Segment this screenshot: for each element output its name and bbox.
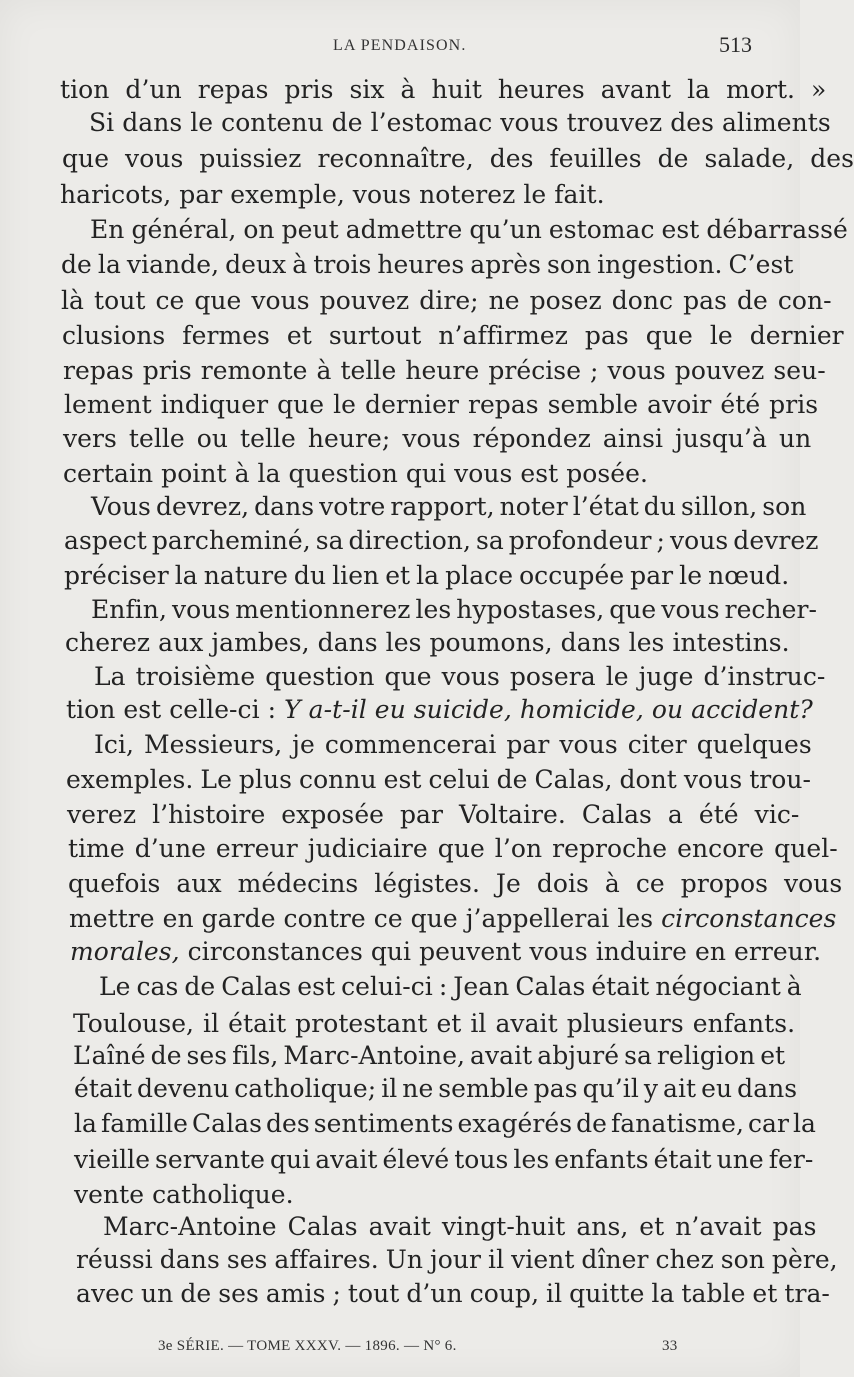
page-footer	[0, 1338, 800, 1362]
text-line-36: avec un de ses amis ; tout d’un coup, il quitte la table et tra-	[76, 1279, 830, 1308]
text-line-21: exemples. Le plus connu est celui de Calas, dont vous trou-	[66, 765, 812, 794]
text-line-15: préciser la nature du lien et la place occupée par le nœud.	[64, 561, 790, 590]
text-line-27: Le cas de Calas est celui-ci : Jean Calas était négociant à	[99, 972, 802, 1001]
text-line-1: tion d’un repas pris six à huit heures avant la mort. »	[60, 75, 827, 104]
text-line-29: L’aîné de ses fils, Marc-Antoine, avait abjuré sa religion et	[73, 1041, 786, 1070]
text-line-16: Enfin, vous mentionnerez les hypostases, que vous recher-	[91, 595, 817, 624]
text-line-35: réussi dans ses affaires. Un jour il vient dîner chez son père,	[76, 1245, 838, 1274]
text-line-25-roman: mettre en garde contre ce que j’appellerai les	[69, 904, 662, 933]
text-line-24: quefois aux médecins légistes. Je dois à ce propos vous	[68, 869, 843, 898]
text-line-17: cherez aux jambes, dans les poumons, dans les intestins.	[65, 628, 790, 657]
footer-signature: 33	[662, 1338, 678, 1354]
text-line-32: vieille servante qui avait élevé tous les enfants était une fer-	[74, 1145, 814, 1174]
text-line-9: repas pris remonte à telle heure précise ; vous pouvez seu-	[63, 356, 826, 385]
footer-series-info: 3e SÉRIE. — TOME XXXV. — 1896. — N° 6.	[158, 1338, 457, 1354]
text-line-25-italic: circonstances	[661, 904, 837, 933]
text-line-13: Vous devrez, dans votre rapport, noter l’état du sillon, son	[91, 492, 807, 521]
text-line-14: aspect parcheminé, sa direction, sa profondeur ; vous devrez	[64, 526, 819, 555]
page-header	[0, 32, 800, 64]
running-header-title: LA PENDAISON.	[333, 37, 467, 54]
text-line-7: là tout ce que vous pouvez dire; ne posez donc pas de con-	[61, 286, 832, 315]
text-line-26-roman: circonstances qui peuvent vous induire en erreur.	[179, 937, 822, 966]
text-line-25	[69, 903, 836, 935]
text-line-26	[70, 936, 821, 968]
text-line-30: était devenu catholique; il ne semble pas qu’il y ait eu dans	[74, 1074, 798, 1103]
text-line-12: certain point à la question qui vous est posée.	[63, 459, 648, 488]
text-line-18: La troisième question que vous posera le juge d’instruc-	[94, 662, 826, 691]
text-line-5: En général, on peut admettre qu’un estomac est débarrassé	[90, 215, 848, 244]
text-line-33: vente catholique.	[74, 1180, 294, 1209]
text-line-19-italic: Y a-t-il eu suicide, homicide, ou accident?	[284, 695, 813, 724]
page-number: 513	[719, 32, 752, 57]
text-line-34: Marc-Antoine Calas avait vingt-huit ans, et n’avait pas	[103, 1212, 817, 1241]
text-line-23: time d’une erreur judiciaire que l’on reproche encore quel-	[68, 834, 838, 863]
text-line-11: vers telle ou telle heure; vous répondez ainsi jusqu’à un	[63, 424, 812, 453]
text-line-19	[66, 694, 813, 726]
text-line-6: de la viande, deux à trois heures après son ingestion. C’est	[61, 250, 794, 279]
text-line-28: Toulouse, il était protestant et il avait plusieurs enfants.	[73, 1009, 796, 1038]
text-line-10: lement indiquer que le dernier repas semble avoir été pris	[64, 390, 819, 419]
text-line-3: que vous puissiez reconnaître, des feuilles de salade, des	[62, 144, 854, 173]
text-line-31: la famille Calas des sentiments exagérés de fanatisme, car la	[74, 1109, 816, 1138]
text-line-19-roman: tion est celle-ci :	[66, 695, 285, 724]
text-line-26-italic: morales,	[70, 937, 180, 966]
text-line-20: Ici, Messieurs, je commencerai par vous citer quelques	[94, 730, 812, 759]
text-line-4: haricots, par exemple, vous noterez le fait.	[60, 180, 605, 209]
text-line-22: verez l’histoire exposée par Voltaire. Calas a été vic-	[67, 800, 800, 829]
text-line-8: clusions fermes et surtout n’affirmez pas que le dernier	[62, 321, 844, 350]
text-line-2: Si dans le contenu de l’estomac vous trouvez des aliments	[89, 108, 831, 137]
